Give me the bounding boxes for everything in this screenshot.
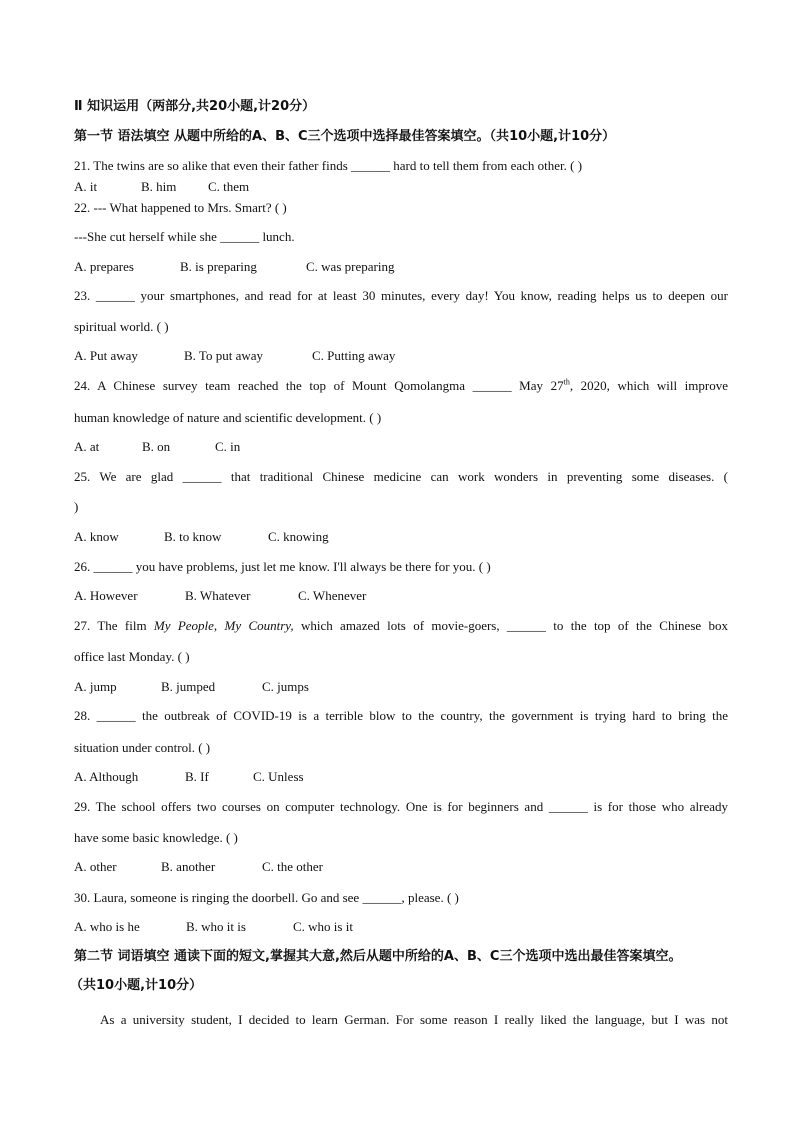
option-b: B. on bbox=[142, 439, 171, 454]
option-b: B. to know bbox=[164, 529, 222, 544]
question-30-options bbox=[74, 918, 353, 936]
option-c: C. them bbox=[208, 179, 250, 194]
option-b: B. To put away bbox=[184, 348, 264, 363]
question-23-options bbox=[74, 347, 395, 365]
option-a: A. prepares bbox=[74, 259, 134, 274]
question-29-options bbox=[74, 858, 323, 876]
option-a: A. who is he bbox=[74, 919, 140, 934]
option-a: A. Although bbox=[74, 769, 139, 784]
option-c: C. in bbox=[215, 439, 241, 454]
question-21-text: 21. The twins are so alike that even their father finds ______ hard to tell them from each other. ( ) bbox=[74, 158, 583, 173]
question-22-text: 22. --- What happened to Mrs. Smart? ( ) bbox=[74, 200, 287, 215]
option-b: B. another bbox=[161, 859, 216, 874]
question-24-text: 24. A Chinese survey team reached the top of Mount Qomolangma ______ May 27th, 2020, which will improve bbox=[74, 377, 728, 393]
option-b: B. Whatever bbox=[185, 588, 251, 603]
question-25-text: 25. We are glad ______ that traditional Chinese medicine can work wonders in preventing some diseases. ( bbox=[74, 469, 728, 484]
question-25-text-line2: ) bbox=[74, 499, 79, 514]
option-c: C. Whenever bbox=[298, 588, 367, 603]
question-22-text-line2: ---She cut herself while she ______ lunch. bbox=[74, 229, 295, 244]
question-28-text-line2: situation under control. ( ) bbox=[74, 740, 211, 755]
question-27-options bbox=[74, 678, 309, 696]
option-c: C. who is it bbox=[293, 919, 353, 934]
option-a: A. know bbox=[74, 529, 119, 544]
option-c: C. Unless bbox=[253, 769, 304, 784]
question-27-text: 27. The film My People, My Country, which amazed lots of movie-goers, ______ to the top of the Chinese box bbox=[74, 618, 728, 633]
option-c: C. the other bbox=[262, 859, 324, 874]
option-a: A. it bbox=[74, 179, 98, 194]
option-a: A. other bbox=[74, 859, 117, 874]
question-21-options bbox=[74, 178, 249, 196]
question-23-text-line2: spiritual world. ( ) bbox=[74, 319, 169, 334]
section-header: Ⅱ 知识运用（两部分,共20小题,计20分） bbox=[74, 99, 316, 114]
question-29-text: 29. The school offers two courses on computer technology. One is for beginners and ______ is for those who already bbox=[74, 799, 728, 814]
option-b: B. him bbox=[141, 179, 177, 194]
option-c: C. was preparing bbox=[306, 259, 395, 274]
question-23-text: 23. ______ your smartphones, and read for at least 30 minutes, every day! You know, reading helps us to deepen our bbox=[74, 288, 728, 303]
part2-title: 第二节 词语填空 通读下面的短文,掌握其大意,然后从题中所给的A、B、C三个选项中选出最佳答案填空。 bbox=[74, 949, 682, 964]
part1-title: 第一节 语法填空 从题中所给的A、B、C三个选项中选择最佳答案填空。（共10小题,计10分） bbox=[74, 129, 616, 144]
question-26-text: 26. ______ you have problems, just let me know. I'll always be there for you. ( ) bbox=[74, 559, 491, 574]
option-c: C. Putting away bbox=[312, 348, 396, 363]
question-26-options bbox=[74, 587, 366, 605]
part2-title-line2: （共10小题,计10分） bbox=[70, 978, 203, 993]
question-24-text-line2: human knowledge of nature and scientific development. ( ) bbox=[74, 410, 382, 425]
question-28-text: 28. ______ the outbreak of COVID-19 is a terrible blow to the country, the government is trying hard to bring the bbox=[74, 708, 728, 723]
question-30-text: 30. Laura, someone is ringing the doorbell. Go and see ______, please. ( ) bbox=[74, 890, 459, 905]
option-a: A. at bbox=[74, 439, 100, 454]
question-25-options bbox=[74, 528, 329, 546]
question-28-options bbox=[74, 768, 304, 786]
question-22-options bbox=[74, 258, 394, 276]
option-b: B. is preparing bbox=[180, 259, 257, 274]
question-27-text-line2: office last Monday. ( ) bbox=[74, 649, 190, 664]
option-a: A. jump bbox=[74, 679, 117, 694]
option-c: C. jumps bbox=[262, 679, 309, 694]
question-24-options bbox=[74, 438, 240, 456]
passage-first-line: As a university student, I decided to learn German. For some reason I really liked the language, but I was not bbox=[100, 1012, 728, 1027]
option-b: B. who it is bbox=[186, 919, 246, 934]
option-a: A. However bbox=[74, 588, 138, 603]
option-c: C. knowing bbox=[268, 529, 329, 544]
option-b: B. If bbox=[185, 769, 209, 784]
option-b: B. jumped bbox=[161, 679, 216, 694]
question-29-text-line2: have some basic knowledge. ( ) bbox=[74, 830, 238, 845]
option-a: A. Put away bbox=[74, 348, 138, 363]
